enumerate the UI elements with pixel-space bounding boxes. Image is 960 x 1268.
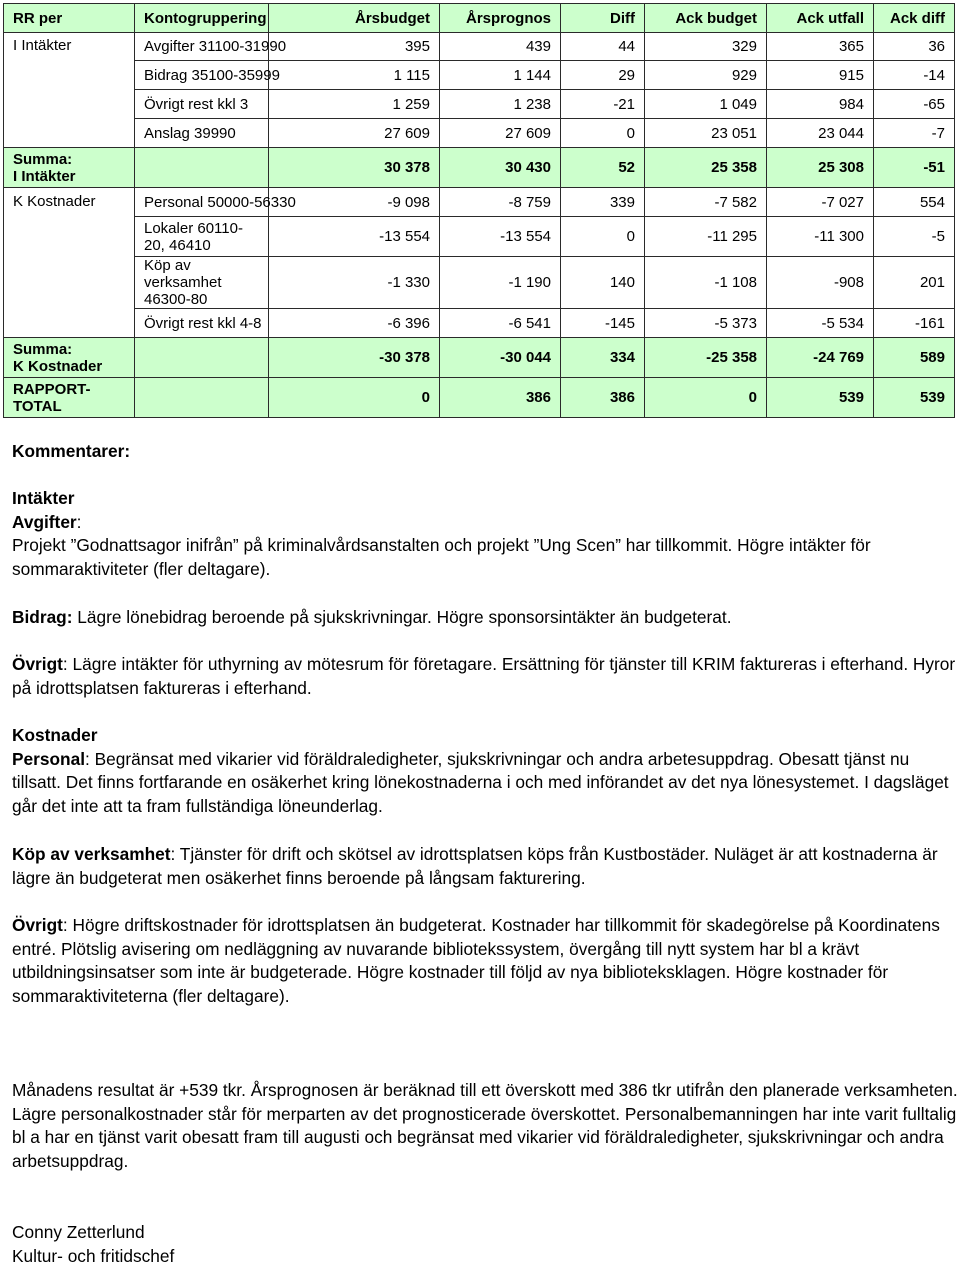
account-cell: Övrigt rest kkl 4-8 bbox=[135, 309, 269, 338]
sum-value-cell: 589 bbox=[874, 338, 955, 378]
value-cell: 395 bbox=[269, 33, 440, 61]
sum-row-intakter bbox=[4, 148, 955, 188]
header-diff: Diff bbox=[561, 4, 645, 33]
sum-value-cell: 334 bbox=[561, 338, 645, 378]
total-label: RAPPORT- TOTAL bbox=[4, 378, 135, 418]
sum-value-cell: -30 378 bbox=[269, 338, 440, 378]
value-cell: 1 259 bbox=[269, 90, 440, 119]
table-row bbox=[4, 61, 955, 90]
value-cell: -14 bbox=[874, 61, 955, 90]
value-cell: 1 115 bbox=[269, 61, 440, 90]
signature-name: Conny Zetterlund bbox=[12, 1221, 958, 1245]
sum-value-cell: 52 bbox=[561, 148, 645, 188]
table-row bbox=[4, 188, 955, 217]
table-row bbox=[4, 90, 955, 119]
header-rr-per: RR per bbox=[4, 4, 135, 33]
header-arsbudget: Årsbudget bbox=[269, 4, 440, 33]
sum-value-cell: 25 308 bbox=[767, 148, 874, 188]
total-value-cell: 386 bbox=[440, 378, 561, 418]
total-value-cell: 539 bbox=[767, 378, 874, 418]
total-value-cell: 0 bbox=[269, 378, 440, 418]
account-cell: Övrigt rest kkl 3 bbox=[135, 90, 269, 119]
value-cell: -65 bbox=[874, 90, 955, 119]
signature-title: Kultur- och fritidschef bbox=[12, 1245, 958, 1268]
value-cell: 915 bbox=[767, 61, 874, 90]
ovrigt2-label: Övrigt bbox=[12, 915, 63, 935]
sum-value-cell: -30 044 bbox=[440, 338, 561, 378]
value-cell: 984 bbox=[767, 90, 874, 119]
avgifter-text: Projekt ”Godnattsagor inifrån” på kriminalvårdsanstalten och projekt ”Ung Scen” har tillkommit. Högre intäkter för sommaraktiviteter (fler deltagare). bbox=[12, 534, 958, 581]
value-cell: -1 330 bbox=[269, 257, 440, 309]
table-row bbox=[4, 33, 955, 61]
personal-label: Personal bbox=[12, 749, 85, 769]
sum-value-cell: -25 358 bbox=[645, 338, 767, 378]
table-row bbox=[4, 119, 955, 148]
header-ack-budget: Ack budget bbox=[645, 4, 767, 33]
ovrigt-kostnader-paragraph bbox=[12, 914, 958, 1008]
value-cell: -13 554 bbox=[269, 217, 440, 257]
value-cell: -161 bbox=[874, 309, 955, 338]
account-cell: Personal 50000-56330 bbox=[135, 188, 269, 217]
kop-label: Köp av verksamhet bbox=[12, 844, 171, 864]
kop-paragraph bbox=[12, 843, 958, 890]
sum-value-cell: -24 769 bbox=[767, 338, 874, 378]
sum-value-cell: 30 378 bbox=[269, 148, 440, 188]
value-cell: -7 027 bbox=[767, 188, 874, 217]
value-cell: 36 bbox=[874, 33, 955, 61]
account-cell: Anslag 39990 bbox=[135, 119, 269, 148]
value-cell: 201 bbox=[874, 257, 955, 309]
value-cell: -9 098 bbox=[269, 188, 440, 217]
value-cell: -11 300 bbox=[767, 217, 874, 257]
value-cell: 1 238 bbox=[440, 90, 561, 119]
sum-value-cell: 25 358 bbox=[645, 148, 767, 188]
personal-text: : Begränsat med vikarier vid föräldraledigheter, sjukskrivningar och andra arbetesuppdrag. Obesatt tjänst nu tillsatt. Det finns fortfarande en osäkerhet kring lönekostnaderna i och med införandet av det nya lönesystemet. I dagsläget går det inte att ta fram fullständiga löneunderlag. bbox=[12, 749, 949, 816]
avgifter-label: Avgifter bbox=[12, 512, 77, 532]
value-cell: 1 144 bbox=[440, 61, 561, 90]
comments-heading bbox=[12, 440, 958, 464]
value-cell: 929 bbox=[645, 61, 767, 90]
value-cell: 0 bbox=[561, 119, 645, 148]
ovrigt-intakter-paragraph bbox=[12, 653, 958, 700]
value-cell: -7 bbox=[874, 119, 955, 148]
empty-cell bbox=[135, 148, 269, 188]
total-value-cell: 0 bbox=[645, 378, 767, 418]
value-cell: -8 759 bbox=[440, 188, 561, 217]
table-row bbox=[4, 257, 955, 309]
bidrag-text: Lägre lönebidrag beroende på sjukskrivningar. Högre sponsorsintäkter än budgeterat. bbox=[72, 607, 731, 627]
account-cell: Bidrag 35100-35999 bbox=[135, 61, 269, 90]
avgifter-colon: : bbox=[77, 512, 82, 532]
table-row bbox=[4, 309, 955, 338]
total-value-cell: 539 bbox=[874, 378, 955, 418]
kostnader-section bbox=[12, 724, 958, 818]
group-label-intakter: I Intäkter bbox=[4, 33, 135, 148]
sum-value-cell: 30 430 bbox=[440, 148, 561, 188]
value-cell: 23 051 bbox=[645, 119, 767, 148]
kop-text: : Tjänster för drift och skötsel av idrottsplatsen köps från Kustbostäder. Nuläget är att kostnaderna är lägre än budgeterat men osäkerhet finns beroende på långsam fakturering. bbox=[12, 844, 938, 888]
value-cell: -5 bbox=[874, 217, 955, 257]
value-cell: -6 541 bbox=[440, 309, 561, 338]
value-cell: 29 bbox=[561, 61, 645, 90]
result-paragraph bbox=[12, 1079, 958, 1173]
table-header-row bbox=[4, 4, 955, 33]
value-cell: -13 554 bbox=[440, 217, 561, 257]
value-cell: 27 609 bbox=[440, 119, 561, 148]
value-cell: 44 bbox=[561, 33, 645, 61]
empty-cell bbox=[135, 378, 269, 418]
value-cell: 23 044 bbox=[767, 119, 874, 148]
value-cell: -1 190 bbox=[440, 257, 561, 309]
header-arsprognos: Årsprognos bbox=[440, 4, 561, 33]
rr-report-table bbox=[3, 3, 955, 418]
bidrag-paragraph bbox=[12, 606, 958, 630]
value-cell: 27 609 bbox=[269, 119, 440, 148]
value-cell: -908 bbox=[767, 257, 874, 309]
table-row bbox=[4, 217, 955, 257]
value-cell: 329 bbox=[645, 33, 767, 61]
sum-value-cell: -51 bbox=[874, 148, 955, 188]
value-cell: -5 534 bbox=[767, 309, 874, 338]
header-kontogruppering: Kontogruppering bbox=[135, 4, 269, 33]
value-cell: -145 bbox=[561, 309, 645, 338]
total-row bbox=[4, 378, 955, 418]
total-value-cell: 386 bbox=[561, 378, 645, 418]
group-label-kostnader: K Kostnader bbox=[4, 188, 135, 338]
value-cell: 1 049 bbox=[645, 90, 767, 119]
account-cell: Avgifter 31100-31990 bbox=[135, 33, 269, 61]
value-cell: -1 108 bbox=[645, 257, 767, 309]
header-ack-utfall: Ack utfall bbox=[767, 4, 874, 33]
value-cell: -11 295 bbox=[645, 217, 767, 257]
value-cell: -6 396 bbox=[269, 309, 440, 338]
bidrag-label: Bidrag: bbox=[12, 607, 72, 627]
ovrigt-label: Övrigt bbox=[12, 654, 63, 674]
sum-row-kostnader bbox=[4, 338, 955, 378]
value-cell: -7 582 bbox=[645, 188, 767, 217]
value-cell: 365 bbox=[767, 33, 874, 61]
sum-label-kostnader: Summa: K Kostnader bbox=[4, 338, 135, 378]
comments-heading-text: Kommentarer: bbox=[12, 440, 958, 464]
value-cell: -5 373 bbox=[645, 309, 767, 338]
intakter-heading: Intäkter bbox=[12, 487, 958, 511]
ovrigt-text: : Lägre intäkter för uthyrning av mötesrum för företagare. Ersättning för tjänster till KRIM faktureras i efterhand. Hyror på idrottsplatsen faktureras i efterhand. bbox=[12, 654, 955, 698]
sum-label-intakter: Summa: I Intäkter bbox=[4, 148, 135, 188]
result-text: Månadens resultat är +539 tkr. Årsprognosen är beräknad till ett överskott med 386 tkr utifrån den planerade verksamheten. Lägre personalkostnader står för merparten av det prognosticerade överskottet. Personalbemanningen har inte varit fulltalig bl a har en tjänst varit obesatt fram till augusti och begränsat med vikarier vid föräldraledigheter, sjukskrivningar och andra arbetsuppdrag. bbox=[12, 1079, 958, 1173]
intakter-section bbox=[12, 487, 958, 581]
value-cell: 554 bbox=[874, 188, 955, 217]
avgifter-label-line bbox=[12, 511, 958, 535]
empty-cell bbox=[135, 338, 269, 378]
signature bbox=[12, 1221, 958, 1268]
value-cell: 439 bbox=[440, 33, 561, 61]
kostnader-heading: Kostnader bbox=[12, 724, 958, 748]
value-cell: 339 bbox=[561, 188, 645, 217]
account-cell: Köp av verksamhet 46300-80 bbox=[135, 257, 269, 309]
value-cell: -21 bbox=[561, 90, 645, 119]
value-cell: 140 bbox=[561, 257, 645, 309]
header-ack-diff: Ack diff bbox=[874, 4, 955, 33]
account-cell: Lokaler 60110-20, 46410 bbox=[135, 217, 269, 257]
value-cell: 0 bbox=[561, 217, 645, 257]
ovrigt2-text: : Högre driftskostnader för idrottsplatsen än budgeterat. Kostnader har tillkommit för skadegörelse på Koordinatens entré. Plötslig avisering om nedläggning av nuvarande bibliotekssystem, övergång till nytt system har bl a krävt utbildningsinsatser som inte är budgeterade. Högre kostnader till följd av nya biblioteksklagen. Högre kostnader för sommaraktiviteterna (fler deltagare). bbox=[12, 915, 940, 1006]
